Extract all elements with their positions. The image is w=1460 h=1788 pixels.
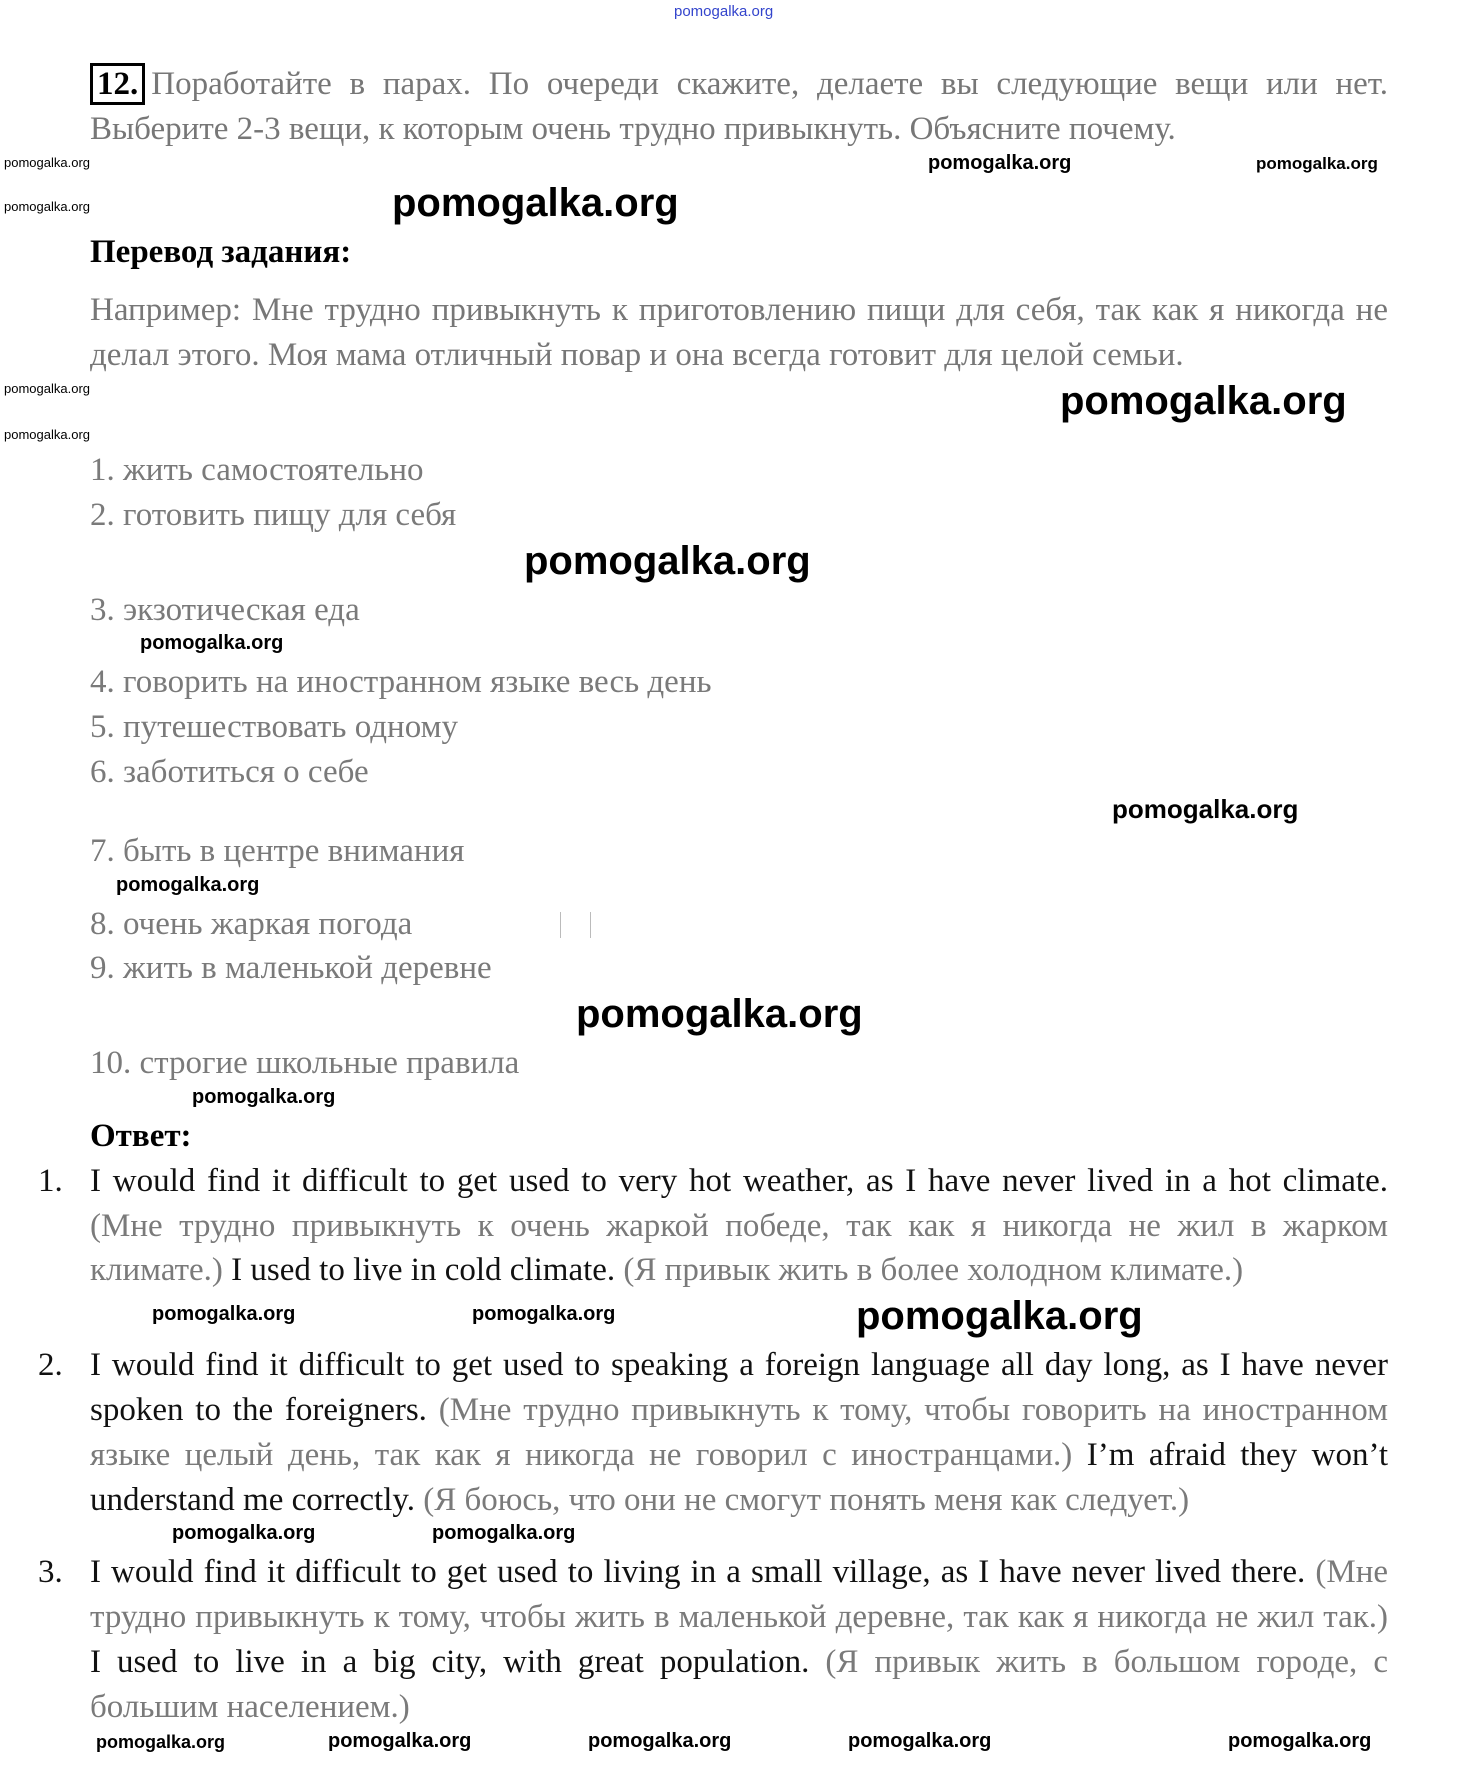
watermark: pomogalka.org [1060,378,1347,423]
watermark: pomogalka.org [848,1729,992,1752]
watermark: pomogalka.org [140,632,284,655]
list-item: 10. строгие школьные правила [90,1045,520,1082]
watermark-row [0,0,1460,62]
watermark: pomogalka.org [4,380,90,396]
answer-number: 2. [38,1347,63,1384]
watermark: pomogalka.org [328,1729,472,1752]
watermark: pomogalka.org [96,1731,226,1752]
watermark-row [0,1730,1460,1758]
watermark-row [0,795,1460,829]
answer-russian: (Я привык жить в более холодном климате.) [623,1252,1244,1289]
answer-item [38,1550,1388,1729]
answer-english: I’m afraid they won’t understand me correctly. [90,1436,1389,1518]
watermark-row [0,538,1460,588]
answer-english: I would find it difficult to get used to speaking a foreign language all day long, as I have never spoken to the foreigners. [90,1347,1388,1428]
list-item: 8. очень жаркая погода [90,905,413,942]
list-item: 5. путешествовать одному [90,709,458,746]
watermark: pomogalka.org [928,151,1072,174]
answer-item [38,1343,1389,1522]
answer-russian: (Мне трудно привыкнуть к тому, чтобы говорить на иностранном языке целый день, так как я никогда не говорил с иностранцами.) [90,1391,1388,1473]
list-item: 7. быть в центре внимания [90,832,465,869]
task-text: Поработайте в парах. По очереди скажите, делаете вы следующие вещи или нет. Выберите 2-3 вещи, к которым очень трудно привыкнуть. Объясните почему. [90,66,1388,147]
watermark: pomogalka.org [192,1085,336,1108]
list-item: 4. говорить на иностранном языке весь день [90,664,712,701]
watermark-row [0,874,1460,902]
watermark: pomogalka.org [1256,153,1378,173]
list-item: 6. заботиться о себе [90,753,369,790]
watermark-row [0,152,1460,180]
watermark-row [0,1086,1460,1114]
watermark-row [0,1293,1460,1343]
watermark-row [0,991,1460,1041]
task-number: 12. [90,63,145,105]
list-item: 9. жить в маленькой деревне [90,950,492,987]
watermark: pomogalka.org [392,180,679,225]
watermark-row [0,632,1460,660]
answer-russian: (Мне трудно привыкнуть к очень жаркой победе, так как я никогда не жил в жарком климате.) [90,1207,1388,1289]
answer-heading: Ответ: [90,1117,192,1154]
watermark: pomogalka.org [172,1522,316,1545]
answer-english: I used to live in a big city, with great population. [90,1643,826,1680]
watermark: pomogalka.org [152,1303,296,1326]
watermark: pomogalka.org [1228,1729,1372,1752]
list-item: 3. экзотическая еда [90,591,360,628]
watermark: pomogalka.org [674,3,774,20]
watermark: pomogalka.org [1112,793,1299,824]
list-item: 2. готовить пищу для себя [90,496,457,533]
answer-number: 1. [38,1162,63,1199]
answer-english: I would find it difficult to get used to very hot weather, as I have never lived in a hot climate. [90,1162,1388,1199]
watermark-row [0,428,1460,448]
watermark: pomogalka.org [4,426,90,442]
watermark-row [0,378,1460,428]
task-paragraph [90,62,1388,152]
watermark: pomogalka.org [116,873,260,896]
watermark: pomogalka.org [472,1303,616,1326]
example-paragraph: Например: Мне трудно привыкнуть к приготовлению пищи для себя, так как я никогда не делал этого. Моя мама отличный повар и она всегда готовит для целой семьи. [90,292,1388,374]
answer-russian: (Я привык жить в большом городе, с большим населением.) [90,1643,1388,1725]
watermark: pomogalka.org [4,198,90,214]
answer-item [38,1159,1388,1293]
translation-heading: Перевод задания: [90,233,352,270]
watermark: pomogalka.org [4,154,90,170]
answer-russian: (Мне трудно привыкнуть к тому, чтобы жить в маленькой деревне, так как я никогда не жил так.) [90,1554,1388,1636]
answer-english: I would find it difficult to get used to living in a small village, as I have never lived there. [90,1554,1316,1591]
list-item: 1. жить самостоятельно [90,451,424,488]
watermark: pomogalka.org [524,538,811,583]
answer-russian: (Я боюсь, что они не смогут понять меня как следует.) [423,1481,1190,1518]
watermark: pomogalka.org [576,992,863,1037]
answer-number: 3. [38,1554,63,1591]
sketched-items [90,902,1388,992]
watermark-row [0,180,1460,230]
page-content [4,0,1389,1788]
watermark: pomogalka.org [432,1522,576,1545]
watermark: pomogalka.org [856,1294,1143,1339]
answer-english: I used to live in cold climate. [231,1252,624,1289]
watermark: pomogalka.org [588,1729,732,1752]
